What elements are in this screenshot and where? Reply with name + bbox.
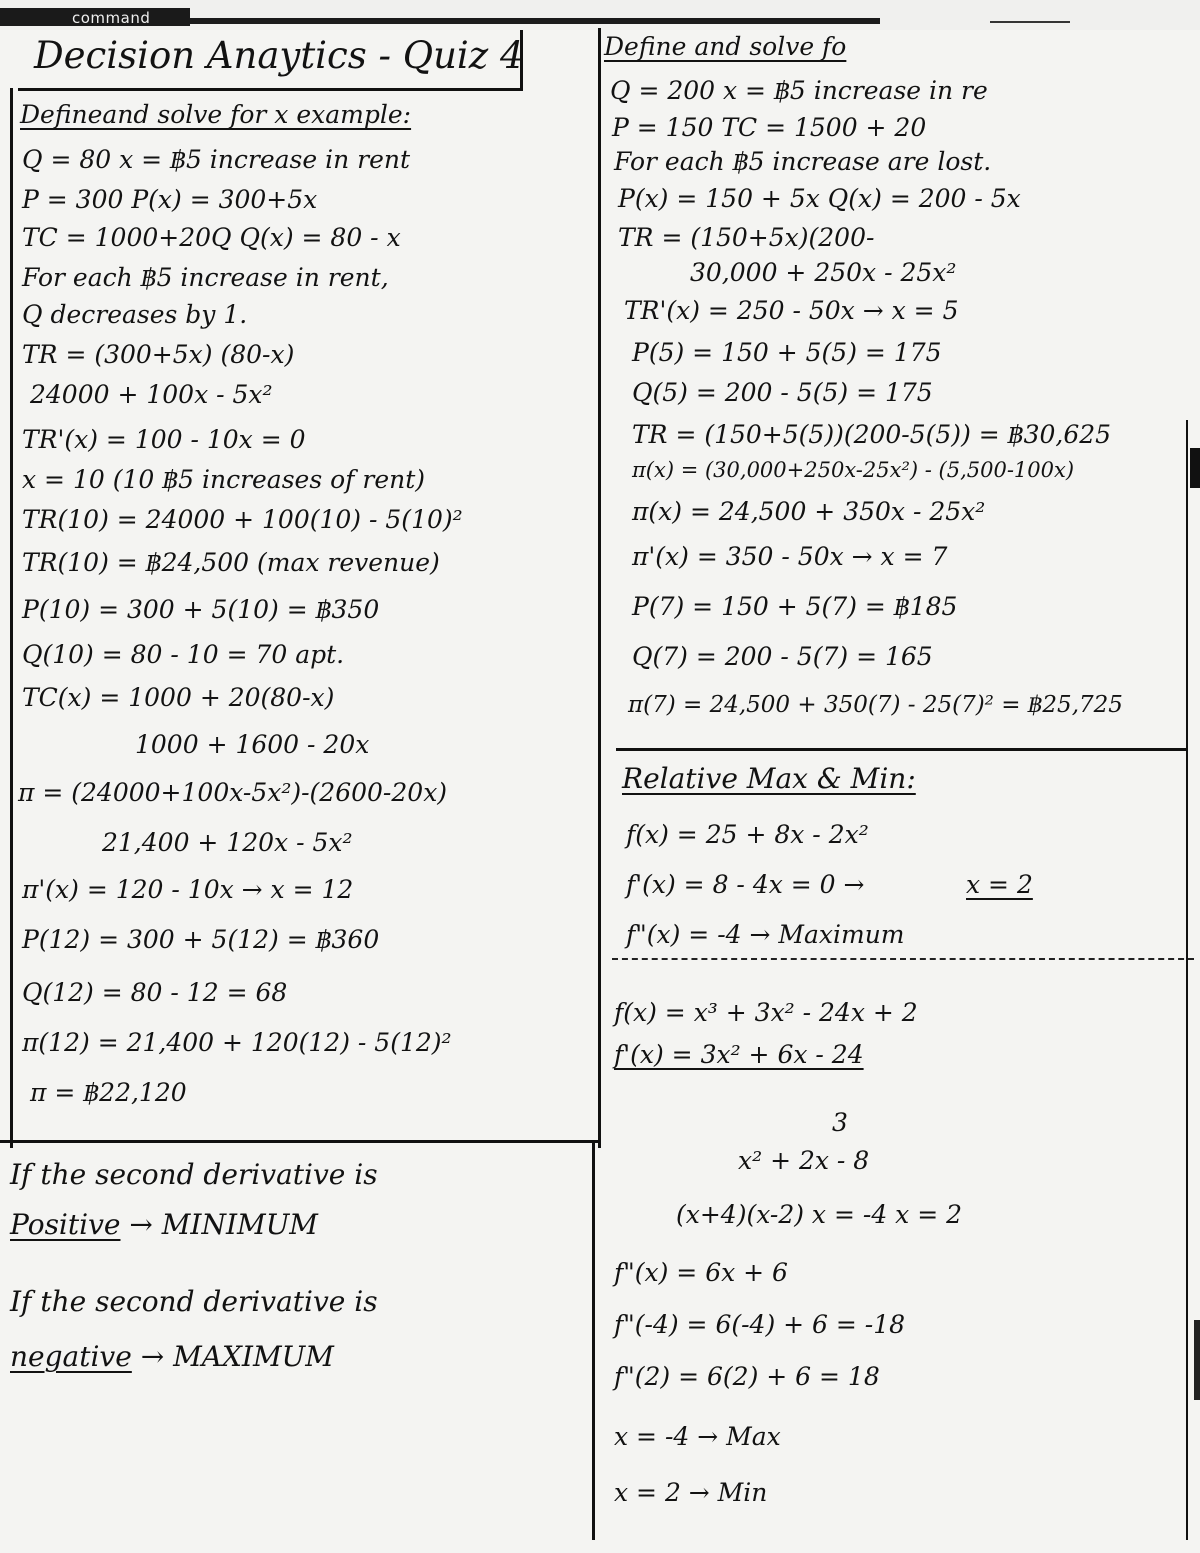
minimum-label: → MINIMUM	[129, 1208, 318, 1241]
negative-word: negative	[10, 1340, 132, 1373]
left-line: π'(x) = 120 - 10x → x = 12	[22, 875, 354, 904]
rule-line: If the second derivative is	[10, 1158, 378, 1191]
left-line: 24000 + 100x - 5x²	[30, 380, 273, 409]
left-line: π(12) = 21,400 + 120(12) - 5(12)²	[22, 1028, 452, 1057]
binder-tab	[1190, 448, 1200, 488]
left-line: Q(10) = 80 - 10 = 70 apt.	[22, 640, 345, 669]
right-bottom-line: f'(x) = 3x² + 6x - 24	[614, 1040, 864, 1069]
left-line: π = (24000+100x-5x²)-(2600-20x)	[18, 778, 448, 807]
top-bar	[0, 0, 1200, 30]
right-top-line: P(x) = 150 + 5x Q(x) = 200 - 5x	[618, 184, 1021, 213]
right-top-line: TR'(x) = 250 - 50x → x = 5	[624, 296, 959, 325]
left-header: Defineand solve for x example:	[20, 100, 412, 129]
right-bottom-line: x = 2 → Min	[614, 1478, 768, 1507]
maximum-label: → MAXIMUM	[140, 1340, 334, 1373]
center-divider-top	[598, 28, 601, 1148]
left-line: π = ฿22,120	[30, 1078, 187, 1107]
right-border	[1186, 420, 1188, 1540]
right-bottom-line: (x+4)(x-2) x = -4 x = 2	[676, 1200, 963, 1229]
left-border	[10, 88, 13, 1148]
left-line: For each ฿5 increase in rent,	[22, 263, 389, 292]
left-line: TR(10) = 24000 + 100(10) - 5(10)²	[22, 505, 463, 534]
relative-max-min-header: Relative Max & Min:	[622, 762, 916, 795]
positive-word: Positive	[10, 1208, 121, 1241]
left-line: 21,400 + 120x - 5x²	[102, 828, 353, 857]
right-top-line: P(5) = 150 + 5(5) = 175	[632, 338, 942, 367]
right-top-line: TR = (150+5(5))(200-5(5)) = ฿30,625	[632, 420, 1112, 449]
left-line: 1000 + 1600 - 20x	[135, 730, 370, 759]
left-line: x = 10 (10 ฿5 increases of rent)	[22, 465, 426, 494]
page-title: Decision Anaytics - Quiz 4	[34, 34, 524, 77]
right-top-line: Q(5) = 200 - 5(5) = 175	[632, 378, 933, 407]
right-top-header: Define and solve fo	[604, 32, 847, 61]
right-bottom-line: f"(2) = 6(2) + 6 = 18	[614, 1362, 880, 1391]
critical-point: x = 2	[966, 870, 1033, 899]
left-line: P(10) = 300 + 5(10) = ฿350	[22, 595, 380, 624]
right-top-line: Q = 200 x = ฿5 increase in re	[610, 76, 988, 105]
right-bottom-line: x² + 2x - 8	[738, 1146, 870, 1175]
right-mid-line: f"(x) = -4 → Maximum	[626, 920, 905, 949]
left-line: TR'(x) = 100 - 10x = 0	[22, 425, 306, 454]
right-bottom-line: f"(x) = 6x + 6	[614, 1258, 788, 1287]
right-top-line: For each ฿5 increase are lost.	[614, 147, 992, 176]
binder-tab-lower	[1194, 1320, 1200, 1400]
command-label: command	[72, 9, 151, 27]
right-bottom-line: f"(-4) = 6(-4) + 6 = -18	[614, 1310, 906, 1339]
left-line: TC(x) = 1000 + 20(80-x)	[22, 683, 335, 712]
command-tab[interactable]	[0, 8, 190, 26]
right-mid-line: f(x) = 25 + 8x - 2x²	[626, 820, 869, 849]
left-bottom-rule	[0, 1140, 598, 1143]
right-top-line: π'(x) = 350 - 50x → x = 7	[632, 542, 948, 571]
right-top-line: π(7) = 24,500 + 350(7) - 25(7)² = ฿25,725	[628, 692, 1123, 718]
left-line: TR(10) = ฿24,500 (max revenue)	[22, 548, 440, 577]
right-top-line: TR = (150+5x)(200-	[618, 223, 875, 252]
rule-line: If the second derivative is	[10, 1285, 378, 1318]
left-line: P = 300 P(x) = 300+5x	[22, 185, 318, 214]
right-mid-rule	[616, 748, 1186, 751]
rule-line	[10, 1208, 318, 1241]
right-top-line: 30,000 + 250x - 25x²	[690, 258, 957, 287]
dashed-separator	[612, 958, 1194, 960]
right-bottom-line: x = -4 → Max	[614, 1422, 781, 1451]
right-bottom-line: f(x) = x³ + 3x² - 24x + 2	[614, 998, 918, 1027]
left-line: Q = 80 x = ฿5 increase in rent	[22, 145, 411, 174]
right-bottom-line: 3	[832, 1108, 848, 1137]
right-mid-line: f'(x) = 8 - 4x = 0 →	[626, 870, 865, 899]
center-divider-bottom	[592, 1140, 595, 1540]
rule-line	[10, 1340, 334, 1373]
right-top-line: P(7) = 150 + 5(7) = ฿185	[632, 592, 958, 621]
right-top-line: π(x) = (30,000+250x-25x²) - (5,500-100x)	[632, 458, 1075, 482]
top-dash	[990, 21, 1070, 23]
right-top-line: Q(7) = 200 - 5(7) = 165	[632, 642, 933, 671]
left-line: Q(12) = 80 - 12 = 68	[22, 978, 288, 1007]
right-top-line: P = 150 TC = 1500 + 20	[612, 113, 927, 142]
right-top-line: π(x) = 24,500 + 350x - 25x²	[632, 497, 986, 526]
left-line: TR = (300+5x) (80-x)	[22, 340, 295, 369]
left-line: P(12) = 300 + 5(12) = ฿360	[22, 925, 380, 954]
left-line: TC = 1000+20Q Q(x) = 80 - x	[22, 223, 401, 252]
left-line: Q decreases by 1.	[22, 300, 248, 329]
